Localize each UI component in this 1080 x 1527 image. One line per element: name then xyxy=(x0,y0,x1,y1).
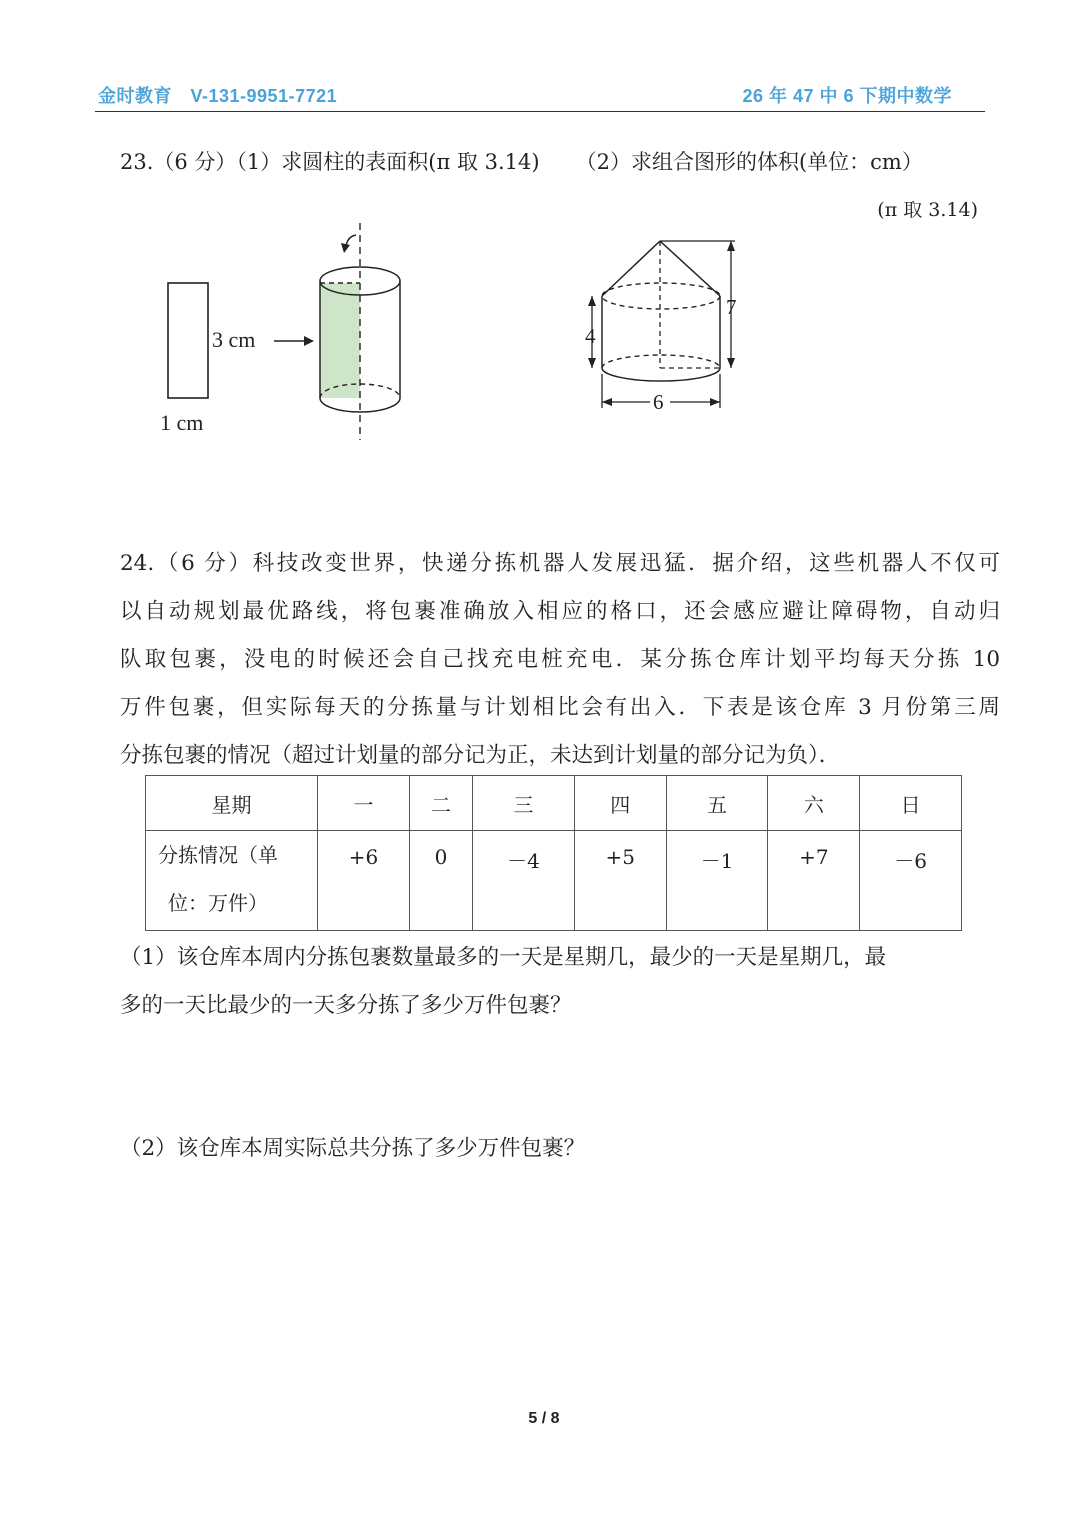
table-cell-value: +7 xyxy=(768,831,860,931)
q23-part1: 23.（6 分）（1）求圆柱的表面积(π 取 3.14) xyxy=(120,150,540,174)
rotation-arrow-head xyxy=(341,243,350,253)
table-header-line-2: 位：万件） xyxy=(168,891,268,915)
sub1-line-1: （1）该仓库本周内分拣包裹数量最多的一天是星期几，最少的一天是星期几，最 xyxy=(120,945,887,970)
cone-left-edge xyxy=(602,241,660,296)
q24-subquestion-2: （2）该仓库本周实际总共分拣了多少万件包裹？ xyxy=(120,1136,586,1161)
shaded-rectangle xyxy=(320,283,360,398)
q23-part2: （2）求组合图形的体积(单位：cm） xyxy=(575,150,923,174)
table-cell-value: －1 xyxy=(666,831,768,931)
table-cell-day: 一 xyxy=(318,776,410,831)
q24-line-4: 万件包裹，但实际每天的分拣量与计划相比会有出入．下表是该仓库 3 月份第三周 xyxy=(120,695,1000,720)
height4-arrow-top xyxy=(588,296,596,306)
table-cell-value: 0 xyxy=(409,831,472,931)
width-label: 1 cm xyxy=(160,410,204,435)
table-cell-day: 六 xyxy=(768,776,860,831)
question-23-title xyxy=(120,146,923,176)
height7-arrow-bottom xyxy=(727,358,735,368)
height7-arrow-top xyxy=(727,241,735,251)
header-left-text: 金时教育 V-131-9951-7721 xyxy=(98,86,338,106)
table-cell-day: 五 xyxy=(666,776,768,831)
question-24-text xyxy=(120,540,1000,780)
q24-subquestion-1 xyxy=(120,934,1000,1030)
cylinder-bottom-front xyxy=(602,368,720,381)
q24-line-1: 24.（6 分）科技改变世界，快递分拣机器人发展迅猛．据介绍，这些机器人不仅可 xyxy=(120,551,1000,576)
table-cell-day: 四 xyxy=(574,776,666,831)
table-header-line-1: 分拣情况（单 xyxy=(158,843,278,867)
cylinder-bottom-back xyxy=(602,355,720,368)
table-cell-day: 三 xyxy=(473,776,575,831)
header-right-text: 26 年 47 中 6 下期中数学 xyxy=(742,86,952,106)
diameter-arrow-right xyxy=(710,398,720,406)
q24-line-5: 分拣包裹的情况（超过计划量的部分记为正，未达到计划量的部分记为负）． xyxy=(120,743,841,768)
q23-pi-note: (π 取 3.14) xyxy=(877,199,978,221)
height-label: 3 cm xyxy=(212,327,256,352)
cone-right-edge xyxy=(660,241,720,296)
table-header-weekday: 星期 xyxy=(146,776,318,831)
header-divider xyxy=(95,111,985,112)
table-cell-value: －4 xyxy=(473,831,575,931)
table-cell-value: －6 xyxy=(860,831,962,931)
height4-arrow-bottom xyxy=(588,358,596,368)
sorting-table xyxy=(145,775,962,931)
height7-label: 7 xyxy=(726,295,737,319)
table-header-sorting xyxy=(146,831,318,931)
cylinder-top-ellipse xyxy=(602,283,720,309)
diameter-arrow-left xyxy=(602,398,612,406)
arrow-head xyxy=(304,336,314,346)
table-cell-day: 日 xyxy=(860,776,962,831)
sub1-line-2: 多的一天比最少的一天多分拣了多少万件包裹？ xyxy=(120,993,572,1018)
height4-label: 4 xyxy=(585,324,596,348)
diameter-label: 6 xyxy=(653,390,664,414)
q24-line-3: 队取包裹，没电的时候还会自己找充电桩充电．某分拣仓库计划平均每天分拣 10 xyxy=(120,647,1000,672)
rectangle-shape xyxy=(168,283,208,398)
page-number: 5 / 8 xyxy=(528,1410,560,1427)
table-cell-value: +6 xyxy=(318,831,410,931)
table-cell-day: 二 xyxy=(409,776,472,831)
table-row-days xyxy=(146,776,962,831)
figure-cone-on-cylinder xyxy=(580,228,750,418)
table-cell-value: +5 xyxy=(574,831,666,931)
q24-line-2: 以自动规划最优路线，将包裹准确放入相应的格口，还会感应避让障碍物，自动归 xyxy=(120,599,1000,624)
figure-rectangle-to-cylinder xyxy=(150,215,430,450)
table-row-values xyxy=(146,831,962,931)
